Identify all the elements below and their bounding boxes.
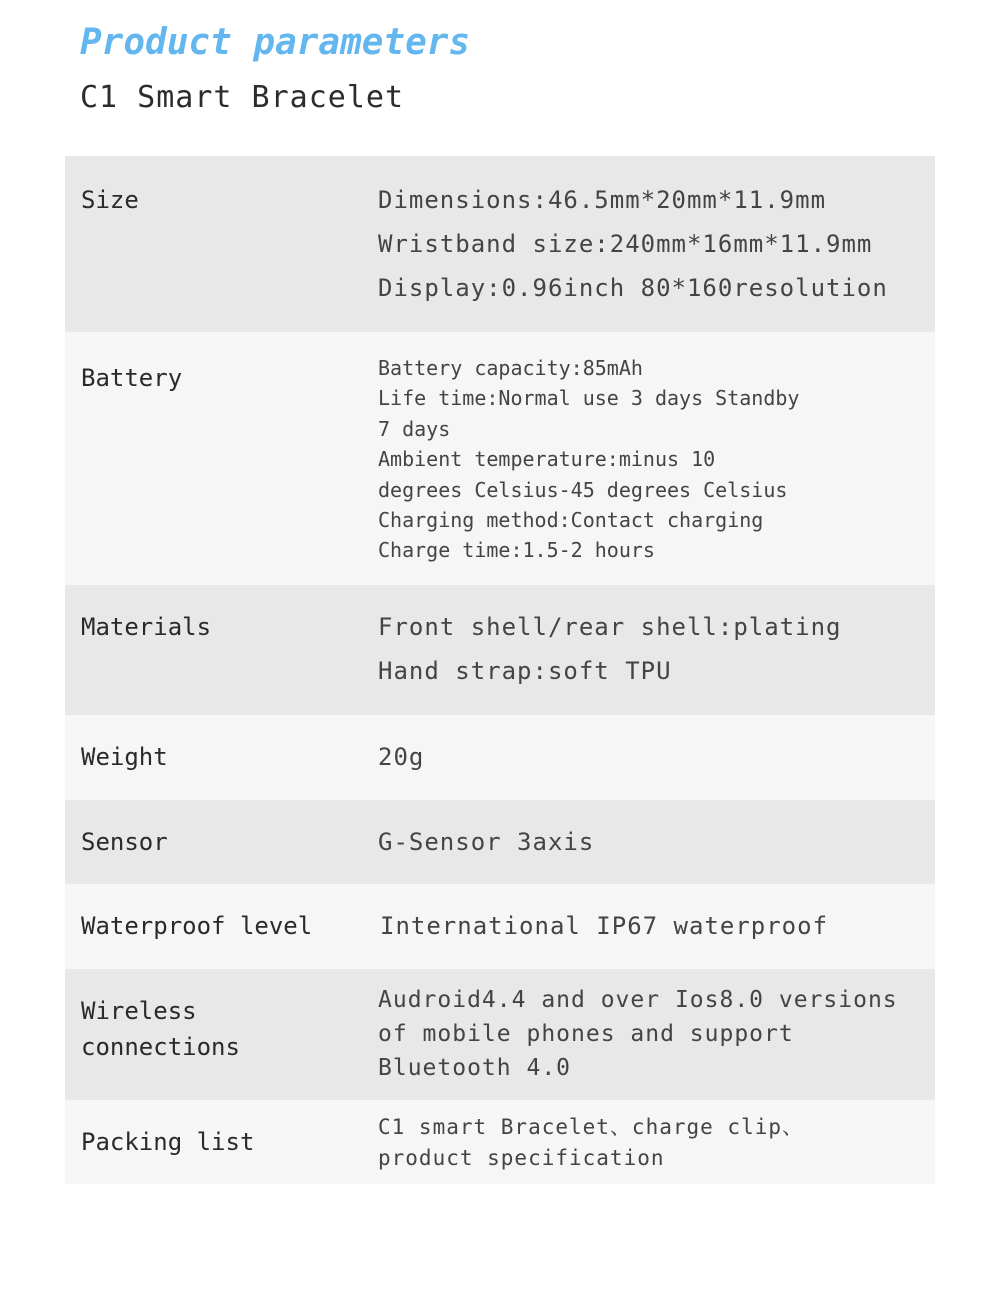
product-name: C1 Smart Bracelet — [80, 80, 405, 115]
row-value: G-Sensor 3axis — [378, 828, 595, 856]
table-row-packing-list — [65, 1100, 935, 1184]
row-label: Size — [81, 186, 139, 214]
row-value: 20g — [378, 743, 425, 771]
row-value: Dimensions:46.5mm*20mm*11.9mm Wristband size:240mm*16mm*11.9mm Display:0.96inch 80*160resolution — [378, 186, 888, 302]
row-label: Packing list — [81, 1128, 255, 1156]
row-value: Battery capacity:85mAh Life time:Normal use 3 days Standby 7 days Ambient temperature:minus 10 degrees Celsius-45 degrees Celsius Charging method:Contact charging Charge time:1.5-2 hours — [378, 356, 800, 563]
row-value: Audroid4.4 and over Ios8.0 versions of mobile phones and support Bluetooth 4.0 — [378, 987, 898, 1081]
table-row-wireless — [65, 969, 935, 1100]
table-row-battery — [65, 332, 935, 585]
row-label: Waterproof level — [81, 912, 313, 940]
row-label: Wireless connections — [81, 997, 240, 1061]
row-label: Materials — [81, 613, 212, 641]
table-row-weight — [65, 715, 935, 800]
table-row-sensor — [65, 800, 935, 884]
table-row-materials — [65, 585, 935, 715]
row-label: Weight — [81, 743, 168, 771]
row-label: Sensor — [81, 828, 168, 856]
table-row-waterproof — [65, 884, 935, 969]
table-row-size — [65, 156, 935, 332]
row-value: International IP67 waterproof — [380, 912, 829, 940]
page-title: Product parameters — [80, 22, 471, 63]
parameters-table — [65, 156, 935, 1184]
row-value: Front shell/rear shell:plating Hand strap:soft TPU — [378, 613, 842, 685]
row-value: C1 smart Bracelet、charge clip、 product specification — [378, 1115, 805, 1170]
row-label: Battery — [81, 364, 183, 392]
